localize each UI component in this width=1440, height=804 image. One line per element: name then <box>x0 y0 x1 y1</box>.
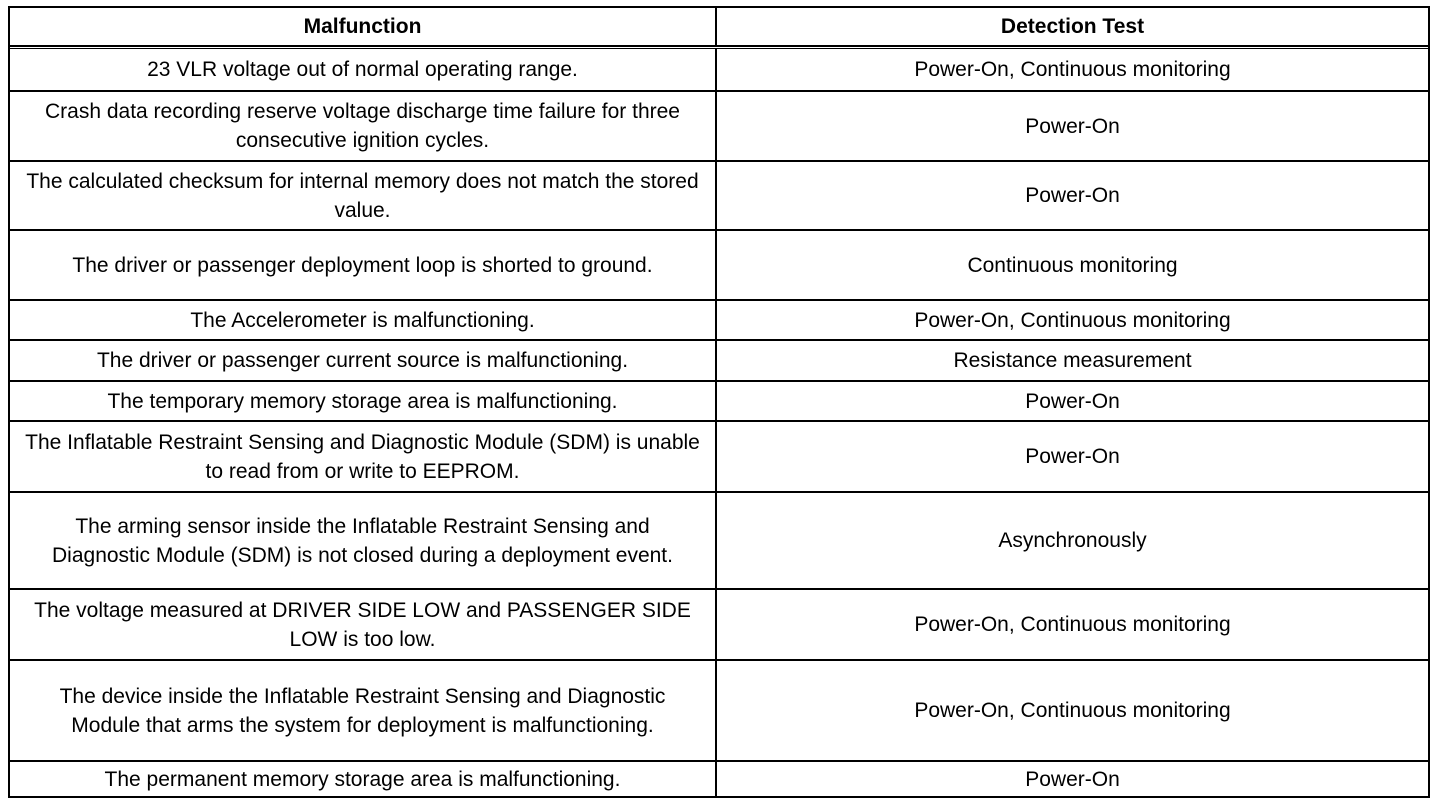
malfunction-cell <box>10 762 717 796</box>
detection-test-text: Continuous monitoring <box>967 253 1178 277</box>
malfunction-text: The Inflatable Restraint Sensing and Diagnostic Module (SDM) is unable to read from or write to EEPROM. <box>25 430 700 483</box>
table-header-row <box>10 8 1428 46</box>
detection-test-text: Asynchronously <box>998 529 1147 552</box>
table-row <box>10 229 1428 299</box>
detection-test-text: Power-On, Continuous monitoring <box>914 58 1231 81</box>
table-row <box>10 659 1428 760</box>
malfunction-cell <box>10 162 717 229</box>
detection-test-text: Resistance measurement <box>953 349 1192 372</box>
malfunction-text: The Accelerometer is malfunctioning. <box>190 308 535 332</box>
detection-test-cell <box>717 231 1428 299</box>
malfunction-text: The calculated checksum for internal memory does not match the stored value. <box>26 169 699 222</box>
malfunction-cell <box>10 92 717 160</box>
detection-test-cell <box>717 762 1428 796</box>
column-header-malfunction-text: Malfunction <box>303 15 422 38</box>
column-header-malfunction <box>10 8 717 45</box>
detection-test-cell <box>717 493 1428 588</box>
table-row <box>10 90 1428 160</box>
malfunction-cell <box>10 493 717 588</box>
table-row <box>10 160 1428 229</box>
malfunction-detection-table <box>8 6 1430 798</box>
detection-test-cell <box>717 590 1428 659</box>
malfunction-cell <box>10 661 717 760</box>
detection-test-text: Power-On, Continuous monitoring <box>914 308 1231 332</box>
detection-test-text: Power-On, Continuous monitoring <box>914 699 1231 722</box>
malfunction-text: The temporary memory storage area is malfunctioning. <box>107 389 618 413</box>
detection-test-cell <box>717 422 1428 491</box>
malfunction-cell <box>10 422 717 491</box>
detection-test-text: Power-On, Continuous monitoring <box>914 613 1231 636</box>
malfunction-cell <box>10 301 717 339</box>
detection-test-cell <box>717 661 1428 760</box>
malfunction-cell <box>10 49 717 90</box>
column-header-detection-test <box>717 8 1428 45</box>
detection-test-cell <box>717 341 1428 380</box>
table-row <box>10 380 1428 420</box>
detection-test-text: Power-On <box>1025 767 1120 791</box>
detection-test-cell <box>717 382 1428 420</box>
detection-test-text: Power-On <box>1025 184 1120 207</box>
detection-test-text: Power-On <box>1025 114 1120 138</box>
detection-test-cell <box>717 301 1428 339</box>
table-row <box>10 760 1428 796</box>
malfunction-cell <box>10 382 717 420</box>
malfunction-text: The permanent memory storage area is malfunctioning. <box>104 767 621 791</box>
malfunction-cell <box>10 590 717 659</box>
table-row <box>10 420 1428 491</box>
detection-test-text: Power-On <box>1025 445 1120 468</box>
malfunction-text: The driver or passenger current source is malfunctioning. <box>96 349 629 372</box>
detection-test-cell <box>717 92 1428 160</box>
table-row <box>10 491 1428 588</box>
column-header-detection-test-text: Detection Test <box>1000 15 1145 38</box>
malfunction-text: 23 VLR voltage out of normal operating range. <box>147 58 578 81</box>
detection-test-cell <box>717 49 1428 90</box>
table-row <box>10 46 1428 90</box>
malfunction-cell <box>10 231 717 299</box>
table-row <box>10 339 1428 380</box>
malfunction-text: The voltage measured at DRIVER SIDE LOW and PASSENGER SIDE LOW is too low. <box>34 598 691 651</box>
table-row <box>10 299 1428 339</box>
malfunction-cell <box>10 341 717 380</box>
table-row <box>10 588 1428 659</box>
malfunction-text: The device inside the Inflatable Restraint Sensing and Diagnostic Module that arms the system for deployment is malfunctioning. <box>59 684 666 737</box>
detection-test-text: Power-On <box>1025 389 1120 413</box>
malfunction-text: The arming sensor inside the Inflatable Restraint Sensing and Diagnostic Module (SDM) is not closed during a deployment event. <box>52 514 673 567</box>
malfunction-text: Crash data recording reserve voltage discharge time failure for three consecutive ignition cycles. <box>45 100 680 152</box>
detection-test-cell <box>717 162 1428 229</box>
malfunction-text: The driver or passenger deployment loop is shorted to ground. <box>72 253 653 277</box>
